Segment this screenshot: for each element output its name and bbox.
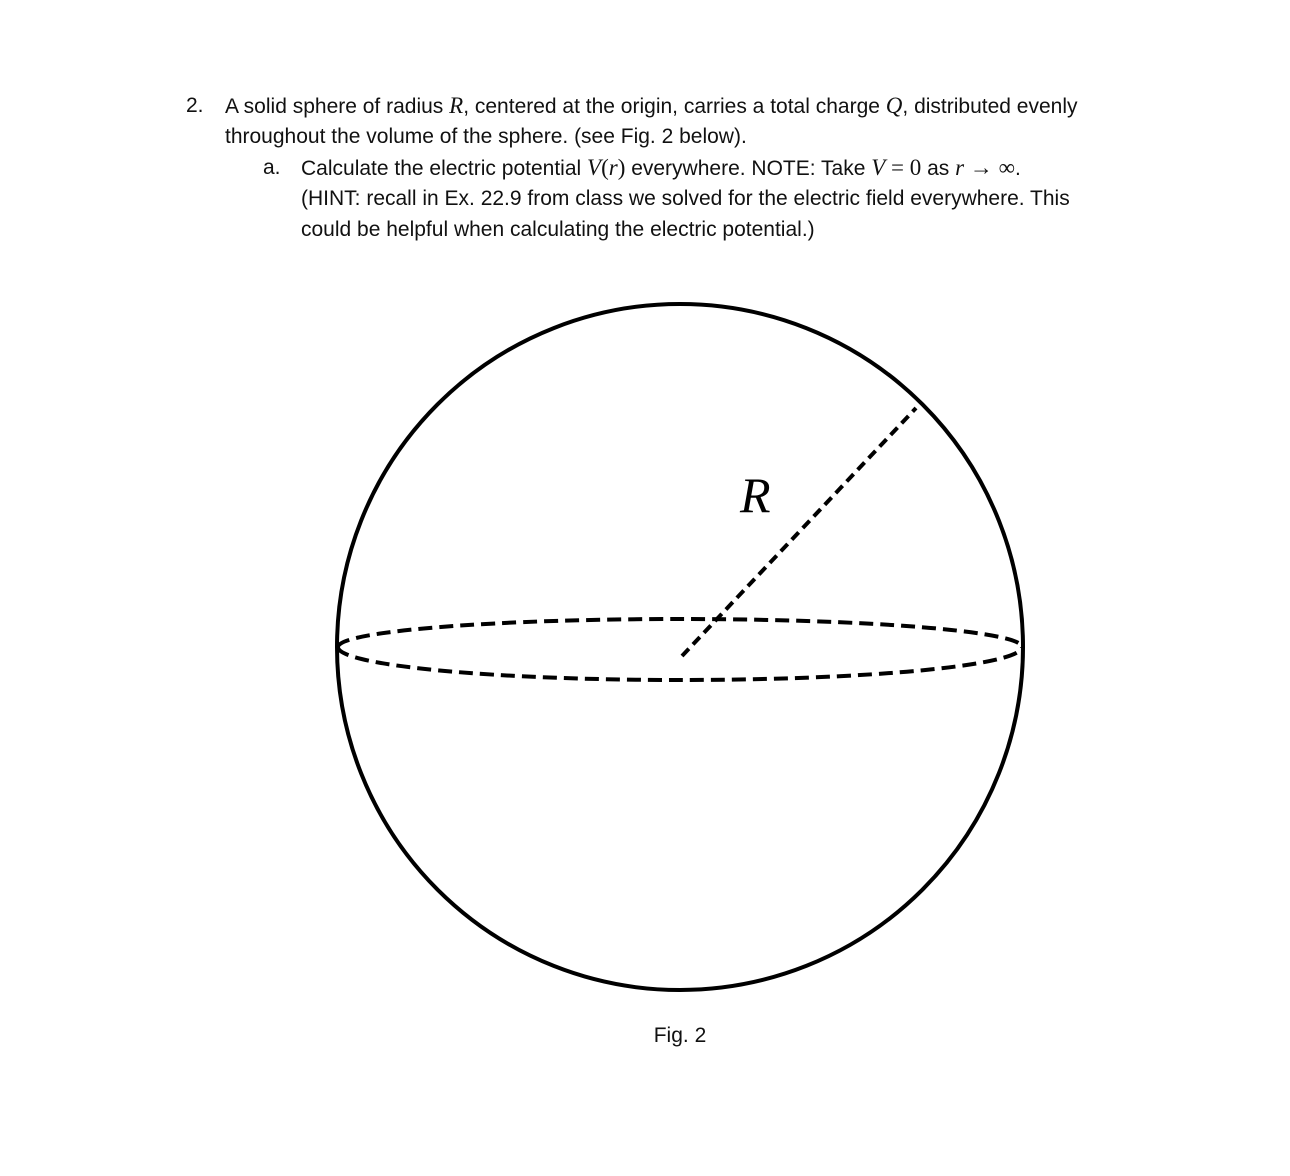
math-Q: Q [885,93,903,118]
part-a-label: a. [263,156,281,179]
part-a-text: Calculate the electric potential [301,157,587,180]
problem-number: 2. [186,94,204,117]
problem-text: , distributed evenly [902,95,1078,118]
math-V: V [587,155,602,180]
math-equals-zero: = 0 [885,155,922,180]
math-paren-open: ( [601,155,609,180]
problem-text: , centered at the origin, carries a total charge [463,95,886,118]
equator-front-arc [338,647,1022,680]
problem-line-2: throughout the volume of the sphere. (see Fig. 2 below). [225,125,747,148]
math-V: V [871,155,886,180]
math-arrow-infinity: → ∞ [964,155,1015,180]
part-a-line-2: (HINT: recall in Ex. 22.9 from class we solved for the electric field everywhere. This [301,187,1070,210]
sphere-outline [337,304,1023,990]
part-a-text: . [1015,157,1021,180]
part-a-text: everywhere. NOTE: Take [625,157,872,180]
math-r: r [955,155,965,180]
part-a-text: as [921,157,956,180]
math-paren-close: ) [617,155,626,180]
radius-label: R [740,467,771,523]
math-R: R [449,93,464,118]
part-a-line-3: could be helpful when calculating the electric potential.) [301,218,815,241]
figure-caption: Fig. 2 [653,1024,707,1047]
math-r: r [608,155,618,180]
equator-back-arc [338,619,1022,647]
problem-text: A solid sphere of radius [225,95,450,118]
